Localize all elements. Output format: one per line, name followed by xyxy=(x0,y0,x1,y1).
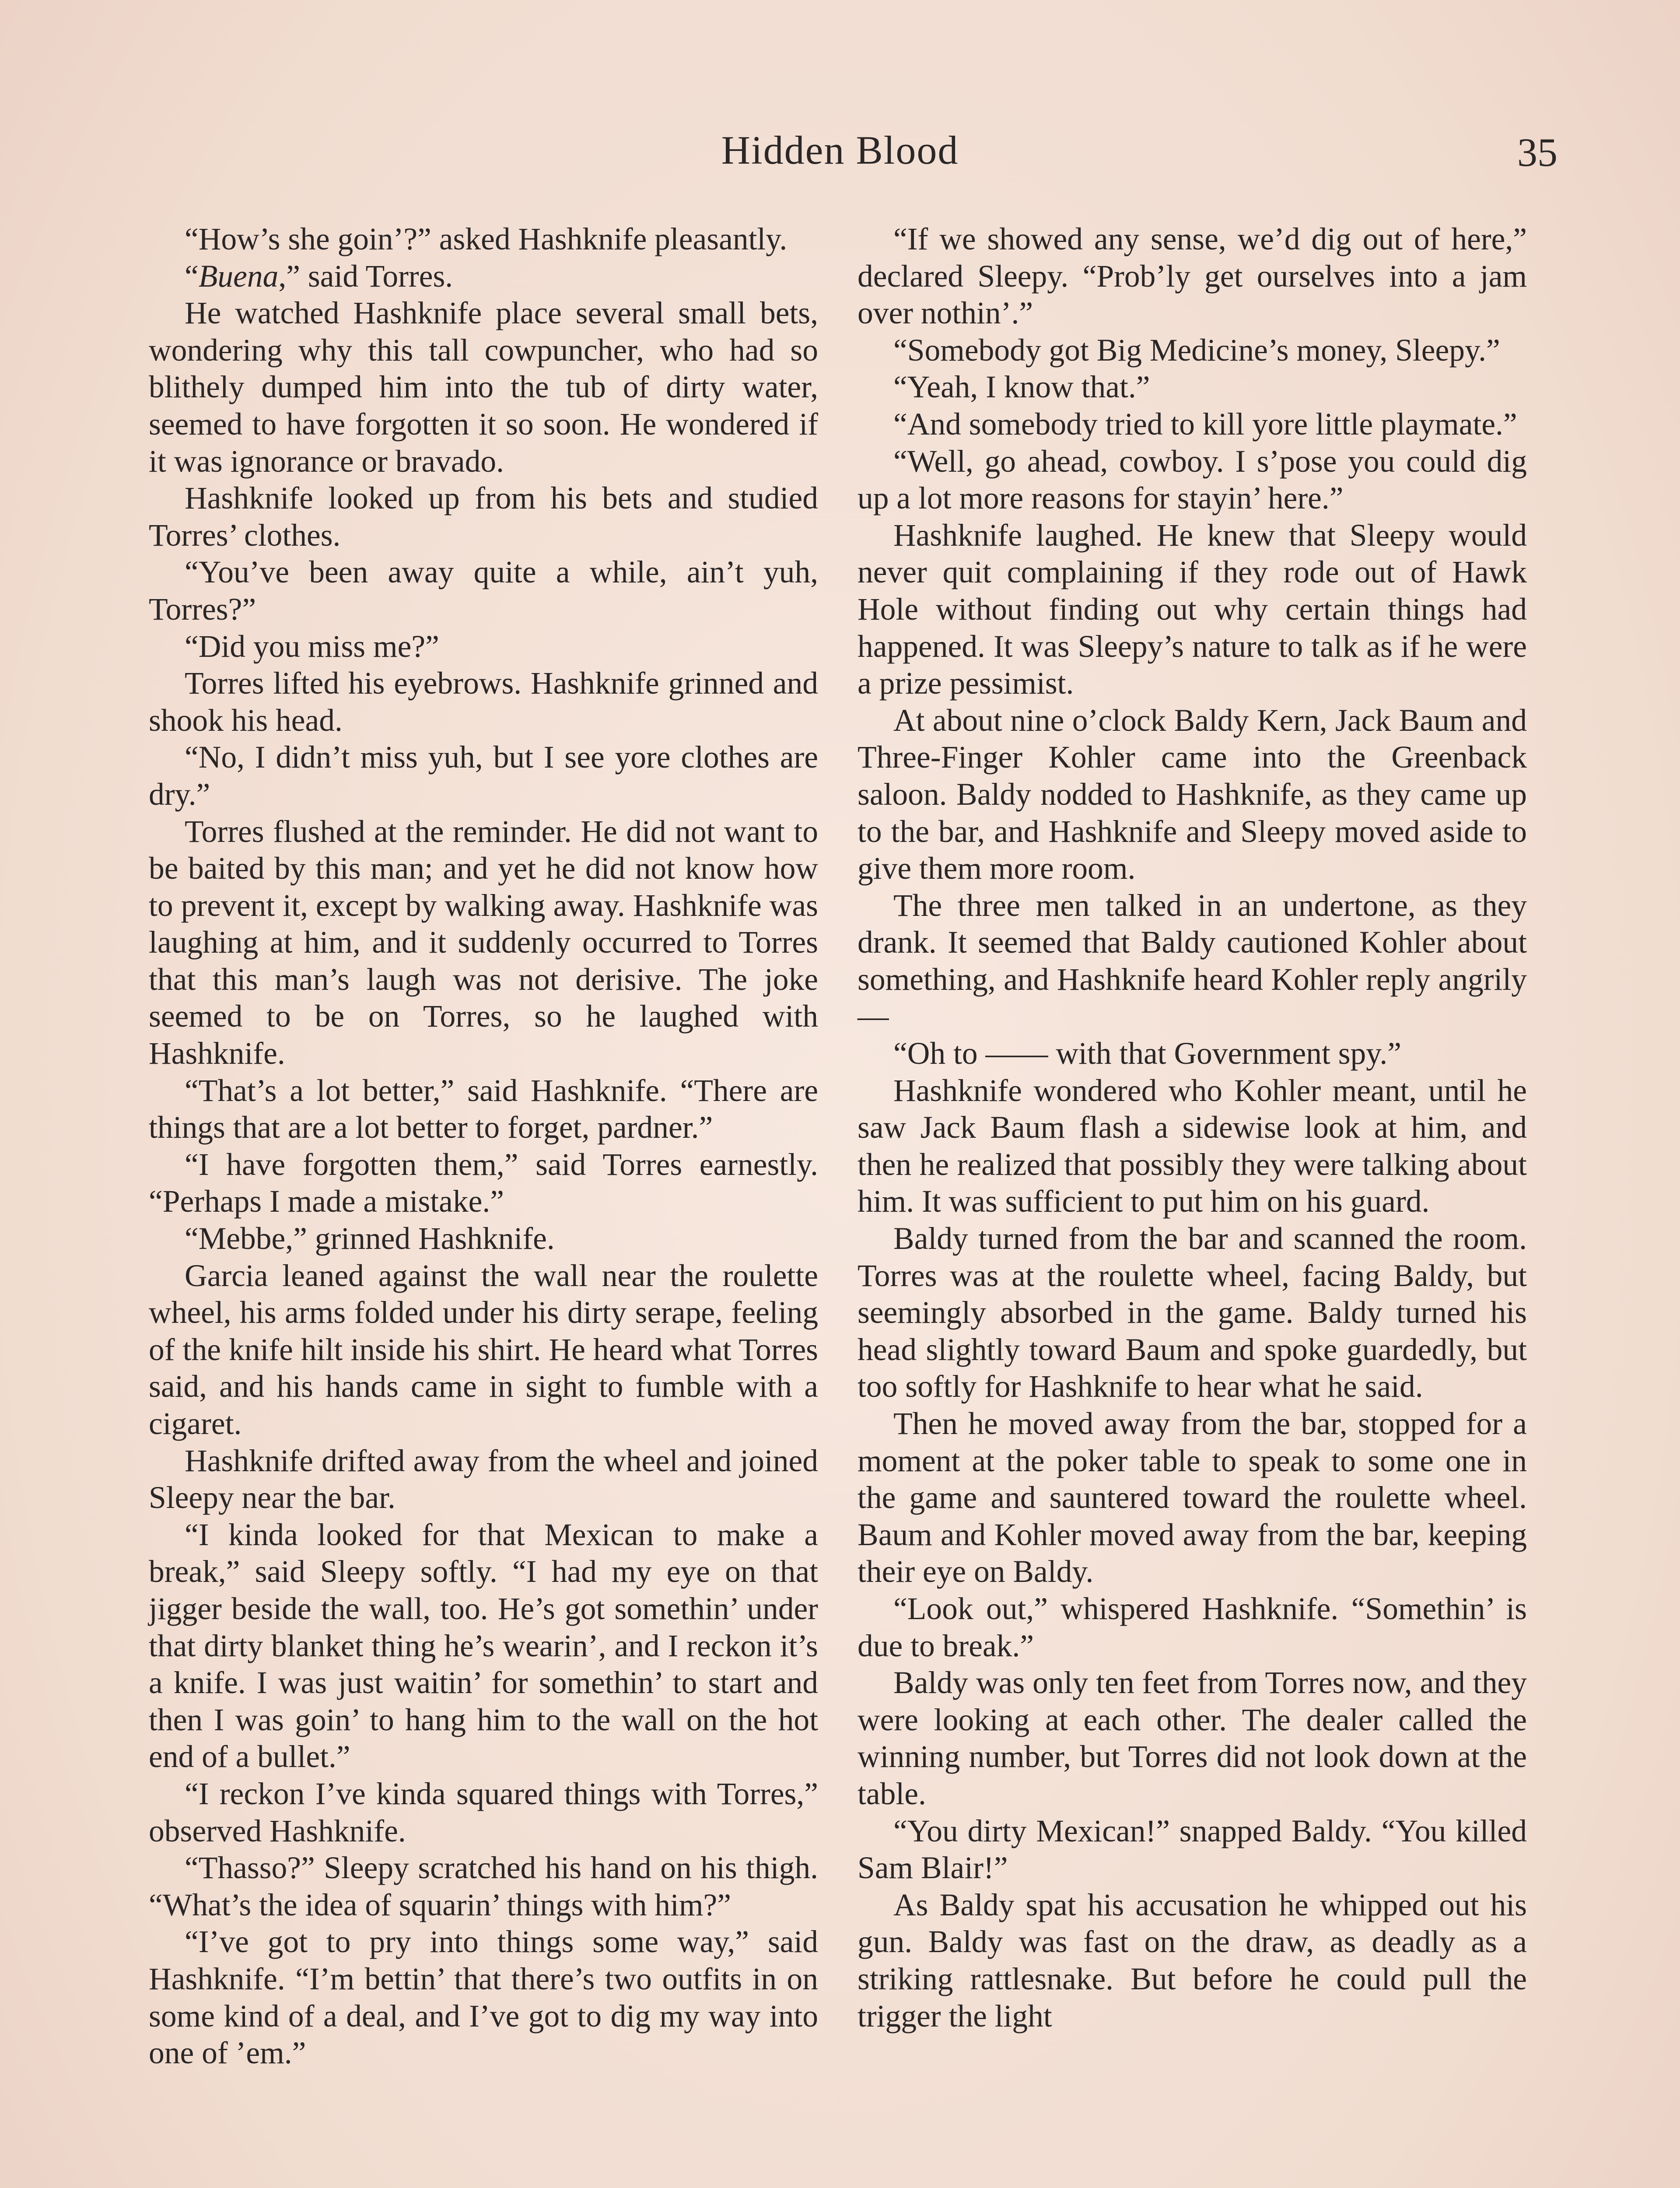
paragraph: “That’s a lot better,” said Hashknife. “There are things that are a lot better to forget, pardner.” xyxy=(149,1073,818,1145)
paragraph: “Mebbe,” grinned Hashknife. xyxy=(185,1221,555,1256)
paragraph: “Oh to —— with that Government spy.” xyxy=(893,1036,1402,1071)
paragraph: “Somebody got Big Medicine’s money, Sleepy.” xyxy=(893,333,1500,368)
paragraph: Hashknife wondered who Kohler meant, until he saw Jack Baum flash a sidewise look at him, and then he realized that possibly they were talking about him. It was sufficient to put him on his guard. xyxy=(858,1073,1527,1219)
paragraph: Then he moved away from the bar, stopped for a moment at the poker table to speak to some one in the game and sauntered toward the roulette wheel. Baum and Kohler moved away from the bar, keeping their eye on Baldy. xyxy=(858,1406,1527,1589)
paragraph: Torres flushed at the reminder. He did not want to be baited by this man; and yet he did not know how to prevent it, except by walking away. Hashknife was laughing at him, and it suddenly occurred to Torres that this man’s laugh was not derisive. The joke seemed to be on Torres, so he laughed with Hashknife. xyxy=(149,814,818,1071)
paragraph: He watched Hashknife place several small bets, wondering why this tall cowpuncher, who had so blithely dumped him into the tub of dirty water, seemed to have forgotten it so soon. He wondered if it was ignorance or bravado. xyxy=(149,296,818,479)
paragraph: “Yeah, I know that.” xyxy=(893,370,1150,405)
paragraph: “Well, go ahead, cowboy. I s’pose you could dig up a lot more reasons for stayin’ here.” xyxy=(858,444,1527,516)
left-column xyxy=(149,221,818,2072)
paragraph: “Look out,” whispered Hashknife. “Somethin’ is due to break.” xyxy=(858,1591,1527,1663)
paragraph: Garcia leaned against the wall near the roulette wheel, his arms folded under his dirty serape, feeling of the knife hilt inside his shirt. He heard what Torres said, and his hands came in sight to fumble with a cigaret. xyxy=(149,1258,818,1441)
paragraph: Torres lifted his eyebrows. Hashknife grinned and shook his head. xyxy=(149,666,818,738)
paragraph: At about nine o’clock Baldy Kern, Jack Baum and Three-Finger Kohler came into the Greenback saloon. Baldy nodded to Hashknife, as they came up to the bar, and Hashknife and Sleepy moved aside to give them more room. xyxy=(858,703,1527,886)
paragraph: “I kinda looked for that Mexican to make a break,” said Sleepy softly. “I had my eye on that jigger beside the wall, too. He’s got somethin’ under that dirty blanket thing he’s wearin’, and I reckon it’s a knife. I was just waitin’ for somethin’ to start and then I was goin’ to hang him to the wall on the hot end of a bullet.” xyxy=(149,1517,818,1774)
paragraph: Baldy was only ten feet from Torres now, and they were looking at each other. The dealer called the winning number, but Torres did not look down at the table. xyxy=(858,1666,1527,1811)
paragraph: Hashknife drifted away from the wheel and joined Sleepy near the bar. xyxy=(149,1443,818,1515)
running-title: Hidden Blood xyxy=(721,128,959,172)
paragraph: “Thasso?” Sleepy scratched his hand on his thigh. “What’s the idea of squarin’ things with him?” xyxy=(149,1851,818,1922)
paragraph: “How’s she goin’?” asked Hashknife pleasantly. xyxy=(185,222,788,256)
paragraph: “I have forgotten them,” said Torres earnestly. “Perhaps I made a mistake.” xyxy=(149,1147,818,1219)
paragraph: Hashknife laughed. He knew that Sleepy would never quit complaining if they rode out of Hawk Hole without finding out why certain things had happened. It was Sleepy’s nature to talk as if he were a prize pessimist. xyxy=(858,518,1527,701)
paragraph: “I’ve got to pry into things some way,” said Hashknife. “I’m bettin’ that there’s two outfits in on some kind of a deal, and I’ve got to dig my way into one of ’em.” xyxy=(149,1925,818,2071)
paragraph: “And somebody tried to kill yore little playmate.” xyxy=(893,407,1517,442)
paragraph: “If we showed any sense, we’d dig out of here,” declared Sleepy. “Prob’ly get ourselves into a jam over nothin’.” xyxy=(858,222,1527,331)
paragraph: “You’ve been away quite a while, ain’t yuh, Torres?” xyxy=(149,555,818,627)
paragraph: “You dirty Mexican!” snapped Baldy. “You killed Sam Blair!” xyxy=(858,1813,1527,1886)
paragraph: Hashknife looked up from his bets and studied Torres’ clothes. xyxy=(149,481,818,553)
paragraph: “No, I didn’t miss yuh, but I see yore clothes are dry.” xyxy=(149,740,818,812)
paragraph: “I reckon I’ve kinda squared things with Torres,” observed Hashknife. xyxy=(149,1776,818,1848)
paragraph: “Did you miss me?” xyxy=(185,629,439,664)
page-number: 35 xyxy=(1517,130,1558,175)
paragraph: “Buena,” said Torres. xyxy=(185,259,453,294)
paragraph: Baldy turned from the bar and scanned the room. Torres was at the roulette wheel, facing Baldy, but seemingly absorbed in the game. Baldy turned his head slightly toward Baum and spoke guardedly, but too softly for Hashknife to hear what he said. xyxy=(858,1221,1527,1404)
right-column xyxy=(858,221,1527,2035)
paragraph: As Baldy spat his accusation he whipped out his gun. Baldy was fast on the draw, as deadly as a striking rattlesnake. But before he could pull the trigger the light xyxy=(858,1887,1527,2034)
paragraph: The three men talked in an undertone, as they drank. It seemed that Baldy cautioned Kohler about something, and Hashknife heard Kohler reply angrily— xyxy=(858,888,1527,1034)
